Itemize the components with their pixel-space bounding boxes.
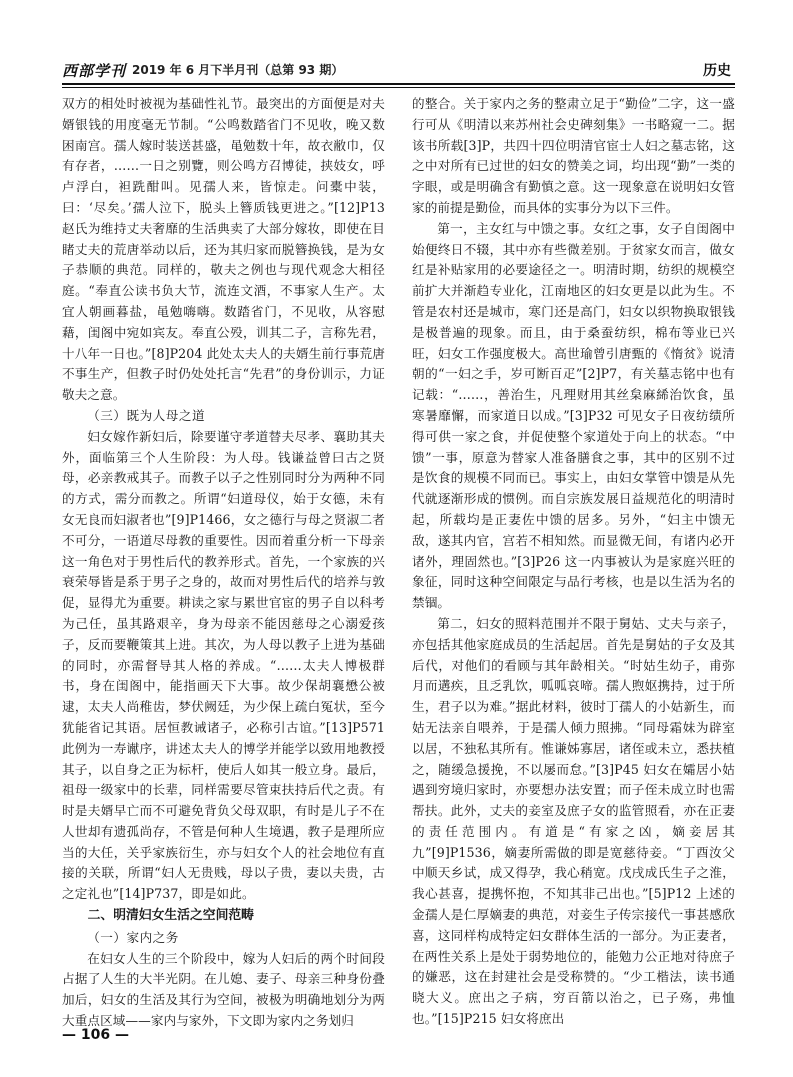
subsection-heading: （一）家内之务 xyxy=(87,929,179,945)
page-footer xyxy=(62,1024,129,1043)
journal-logo: 西部学刊 xyxy=(62,62,127,80)
page-number: — 106 — xyxy=(62,1027,129,1043)
subsection-heading: （三）既为人母之道 xyxy=(87,407,206,423)
page-header xyxy=(62,58,735,86)
paragraph: 第二，妇女的照料范围并不限于舅姑、丈夫与亲子，亦包括其他家庭成员的生活起居。首先是舅姑的子女及其后代，对他们的看顾与其年龄相关。“时姑生幼子，甫弥月而遘疾，且乏乳饮，呱呱哀啼。孺人煦妪携持，过于所生，君子以为难。”据此材料，彼时丁孺人的小姑新生，而姑无法亲自喂养，于是孺人倾力照拂。“同母霜妹为辟室以居，不独私其所有。惟谦姊寡居，诸侄或未立，悉扶植之，随缓急援挽，不以屡而怠。”[3]P45 妇女在孀居小姑遇到穷境归家时，亦要想办法安置；而子侄未成立时也需帮扶。此外，丈夫的妾室及庶子女的监管照看，亦在正妻的责任范围内。有道是“有家之凶，嫡妾居其九”[9]P1536，嫡妻所需做的即是宽慈待妾。“丁酉汝父中顺天乡试，成又得孕，我心稍宽。戊戌成氏生子之淮，我心甚喜，提携怀抱，不知其非己出也。”[5]P12 上述的金孺人是仁厚嫡妻的典范，对妾生子传宗接代一事甚感欣喜，这同样构成特定妇女群体生活的一部分。为正妻者，在两性关系上是处于弱势地位的，能勉力公正地对待庶子的嫌恶，这在封建社会是受称赞的。“少工楷法，读书通晓大义。庶出之子病，穷百箭以治之，已子殇，弗恤也。”[15]P215 妇女将庶出 xyxy=(412,615,735,1027)
paragraph: 双方的相处时被视为基础性礼节。最突出的方面便是对夫婿银钱的用度毫无节制。“公鸣数踏省门不见收，晚又数困南宫。孺人嫁时装送甚盛，黾勉数十年，故衣敝巾，仅有存者，……一日之别覽，则公鸣方召博徒，挟妓女，呼卢浮白，袒跣酣叫。见孺人来，皆惊走。问橐中装，曰：‘尽矣。’孺人泣下，脱头上簪质钱更进之。”[12]P13 赵氏为维持丈夫奢靡的生活典卖了大部分嫁妆，即使在目睹丈夫的荒唐举动以后，还为其归家而脱簪换钱，是为女子恭顺的典范。同样的，敬夫之例也与现代观念大相径庭。“奉直公读书负大节，流连文酒，不事家人生产。太宜人朝画暮盐，黾勉嗨嗨。数踏省门，不见收，从容慰藉，闺阁中宛如宾友。奉直公殁，训其二子，言称先君，十八年一日也。”[8]P204 此处太夫人的夫婿生前行事荒唐不事生产，但教子时仍处处托言“先君”的身份训示，力证敬夫之意。 xyxy=(62,96,385,403)
left-column xyxy=(62,94,385,1029)
paragraph: 第一，主女红与中馈之事。女红之事，女子自闺阁中始便终日不辍，其中亦有些微差别。于贫家女而言，做女红是补贴家用的必要途径之一。明清时期，纺织的规模空前扩大并渐趋专业化，江南地区的妇女更是以此为生。不管是农村还是城市，寒门还是高门，妇女以织物换取银钱是极普遍的现象。而且，由于桑蚕纺织，棉布等业已兴旺，妇女工作强度极大。高世瑜曾引唐甄的《惰贫》说清朝的“一妇之手，岁可断百疋”[2]P7，有关墓志铭中也有记载：“……，善治生，凡理财用其丝枲麻絺治饮食，虽寒暑靡懈，而家道日以成。”[3]P32 可见女子日夜纺绩所得可供一家之食，并促使整个家道处于向上的状态。“中馈”一事，原意为替家人准备膳食之事，其中的区别不过是饮食的规模不同而已。事实上，由妇女掌管中馈是从先代就逐渐形成的惯例。而自宗族发展日益规范化的明清时起，所载均是正妻佐中馈的居多。另外，“妇主中馈无敌，遂其内官，宫若不相知然。而显微无间，有诸内必开诸外，理固然也。”[3]P26 这一内事被认为是家庭兴旺的象征，同时这种空间限定与品行考核，也是以生活为名的禁锢。 xyxy=(412,220,735,611)
right-column xyxy=(412,94,735,1027)
issue-info: 2019 年 6 月下半月刊（总第 93 期） xyxy=(132,63,344,77)
paragraph: 妇女嫁作新妇后，除要谨守孝道替夫尽孝、襄助其夫外，面临第三个人生阶段：为人母。钱谦益曾曰古之贤母，必亲教戒其子。而教子以子之性别同时分为两种不同的方式，需分而教之。所谓“妇道母仪，始于女德，未有女无良而妇淑者也”[9]P1466，女之德行与母之贤淑二者不可分，一语道尽母教的重要性。因而着重分析一下母亲这一角色对于男性后代的教养形式。首先，一个家族的兴衰荣辱皆是系于男子之身的，故而对男性后代的培养与敦促，显得尤为重要。耕读之家与累世官宦的男子自以科考为己任，虽其路艰辛，身为母亲不能因慈母之心溺爱孩子，反而要鞭策其上进。其次，为人母以教子上进为基础的同时，亦需督导其人格的养成。“……太夫人博极群书，身在闺阁中，能指画天下大事。故少保胡襄懋公被逮，太夫人尚稚齿，梦伏阙廷，为少保上疏白冤状，至今犹能省记其语。居恒教诫诸子，必称引古谊。”[13]P571 此例为一寿谳序，讲述太夫人的博学并能学以致用地教授其子，以自身之正为标杆，使后人如其一般立身。最后，祖母一级家中的长辈，同样需要尽管束扶持后代之责。有时是夫婿早亡而不可避免背负父母双职，有时是儿子不在人世却有遗孤尚存，不管是何种人生境遇，教子是理所应当的大任，关乎家族衍生，亦与妇女个人的社会地位有直接的关联，所谓“妇人无贵贱，母以子贵，妻以夫贵，古之定礼也”[14]P737，即是如此。 xyxy=(62,428,385,902)
header-divider xyxy=(62,83,735,85)
paragraph: 的整合。关于家内之务的整肃立足于“勤俭”二字，这一盛行可从《明清以来苏州社会史碑刻集》一书略窥一二。据该书所载[3]P，共四十四位明清官宦士人妇之墓志铭，这之中对所有已过世的妇女的赞美之词，均出现“勤”一类的字眼，或是明确含有勤慎之意。这一现象意在说明妇女管家的前提是勤俭，而具体的实事分为以下三件。 xyxy=(412,96,735,215)
header-divider-thin xyxy=(62,87,735,88)
paragraph: 在妇女人生的三个阶段中，嫁为人妇后的两个时间段占据了人生的大半光阴。在儿媳、妻子、母亲三种身份叠加后，妇女的生活及其行为空间，被极为明确地划分为两大重点区域——家内与家外，下文即为家内之务划归 xyxy=(62,950,385,1029)
section-heading: 二、明清妇女生活之空间范畴 xyxy=(87,908,254,924)
section-title: 历史 xyxy=(703,63,731,79)
